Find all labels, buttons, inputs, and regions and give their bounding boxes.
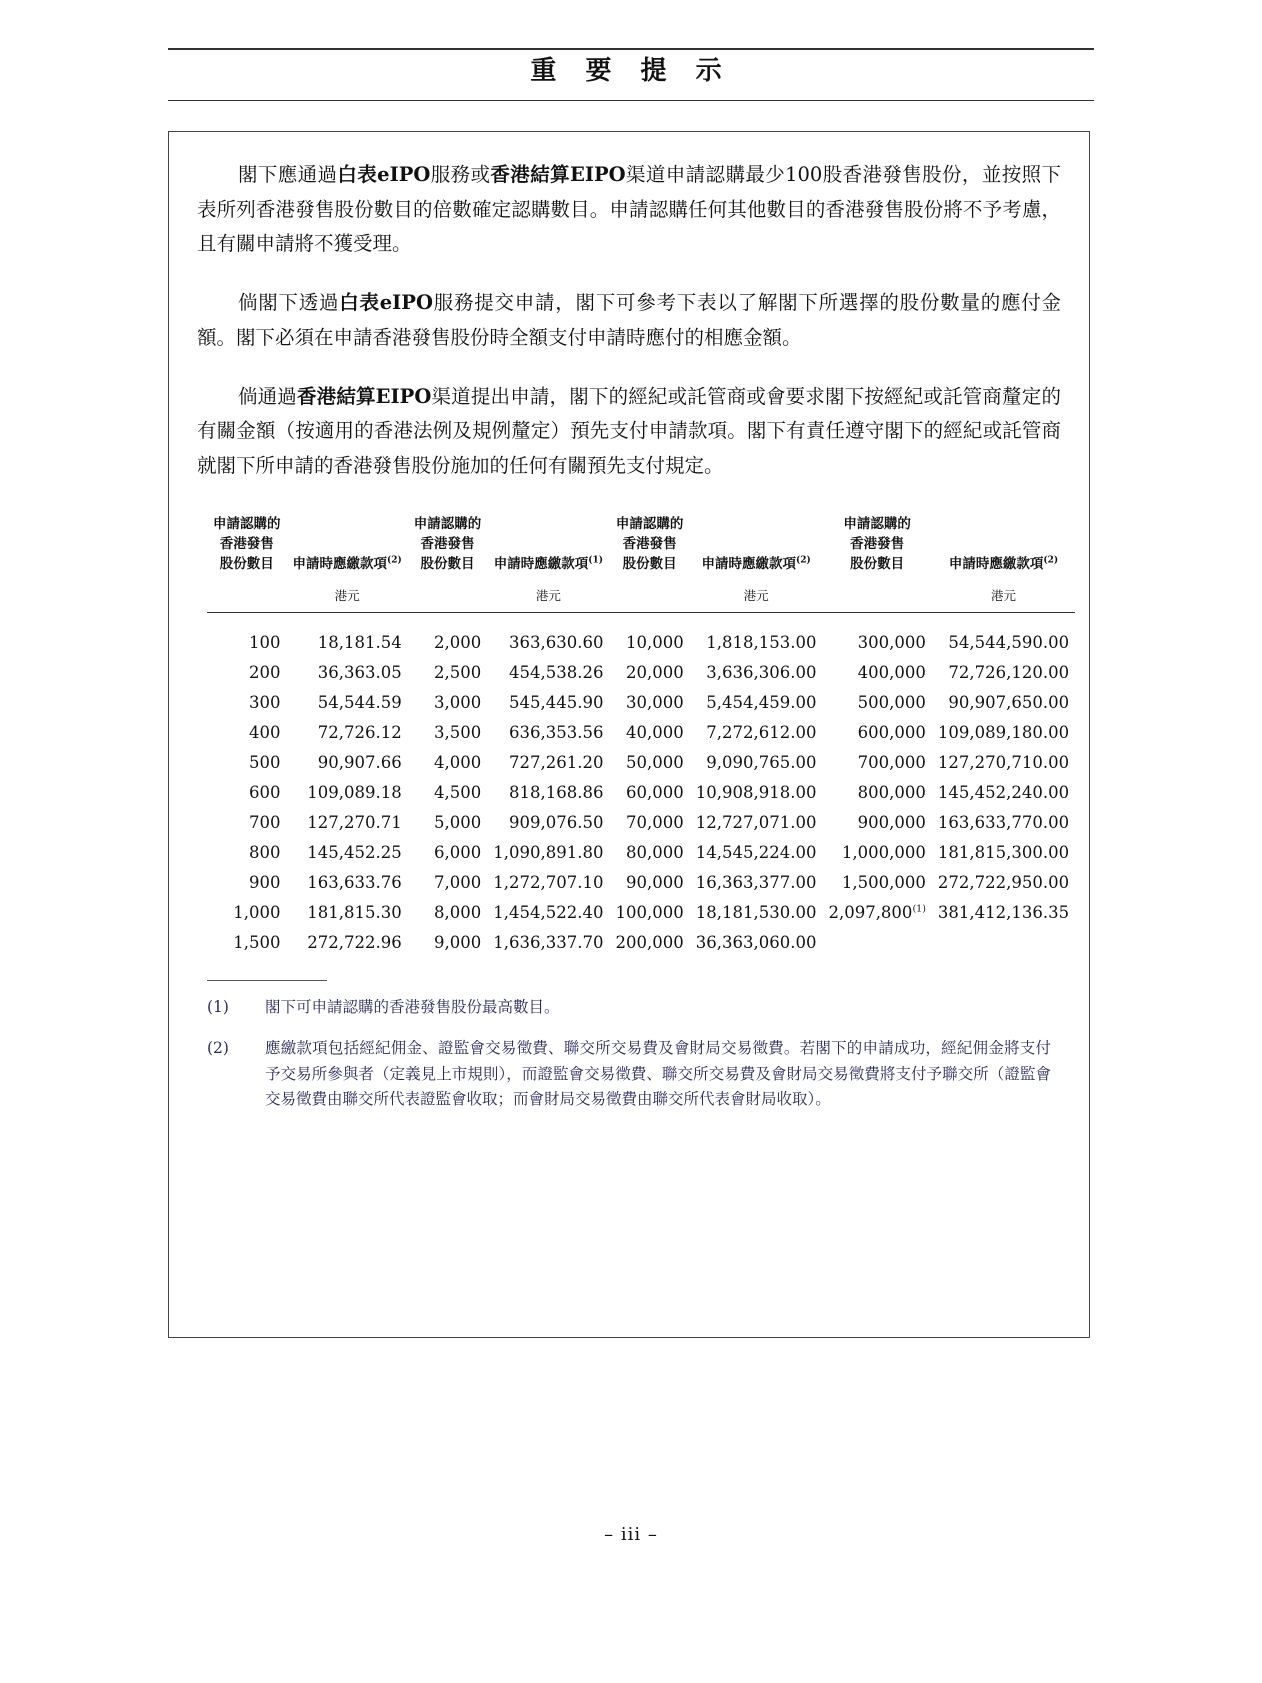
cell-amount-3: 5,454,459.00	[706, 693, 817, 713]
cell-amount-2: 1,090,891.80	[493, 843, 604, 863]
footnote-ref-2c: (2)	[1043, 555, 1059, 566]
cell-amount-4: 54,544,590.00	[948, 633, 1070, 653]
cell-amount-1: 272,722.96	[307, 933, 402, 953]
table-row	[207, 613, 1075, 658]
table-row	[207, 808, 1075, 838]
cell-amount-1: 127,270.71	[307, 813, 402, 833]
cell-amount-1: 72,726.12	[317, 723, 402, 743]
paragraph-2	[197, 286, 1061, 355]
cell-shares-1: 300	[249, 693, 281, 713]
cell-shares-2: 7,000	[434, 873, 482, 893]
text-run: 倘閣下透過	[237, 291, 340, 315]
cell-shares-2: 6,000	[434, 843, 482, 863]
table-row	[207, 658, 1075, 688]
cell-amount-2: 727,261.20	[509, 753, 604, 773]
footnote-1-text: 閣下可申請認購的香港發售股份最高數目。	[265, 997, 560, 1016]
cell-amount-2: 1,272,707.10	[493, 873, 604, 893]
cell-amount-2: 636,353.56	[509, 723, 604, 743]
cell-shares-4: 300,000	[857, 633, 926, 653]
cell-amount-3: 14,545,224.00	[695, 843, 817, 863]
cell-shares-2: 3,500	[434, 723, 482, 743]
cell-shares-1: 700	[249, 813, 281, 833]
cell-shares-1: 500	[249, 753, 281, 773]
page-number: – iii –	[604, 1524, 658, 1545]
cell-shares-3: 60,000	[626, 783, 684, 803]
footnote-ref-1b: (1)	[912, 903, 926, 915]
cell-amount-3: 1,818,153.00	[706, 633, 817, 653]
cell-amount-4: 181,815,300.00	[937, 843, 1070, 863]
header-rule-bottom	[168, 100, 1094, 101]
cell-amount-4: 272,722,950.00	[937, 873, 1070, 893]
cell-shares-2: 2,500	[434, 663, 482, 683]
emphasis-run: 香港結算EIPO	[296, 384, 432, 408]
cell-shares-2: 2,000	[434, 633, 482, 653]
cell-shares-2: 9,000	[434, 933, 482, 953]
unit-blank-4	[822, 577, 931, 612]
unit-blank-2	[408, 577, 488, 612]
footnote-2	[207, 1036, 1051, 1113]
cell-shares-3: 70,000	[626, 813, 684, 833]
table-row	[207, 928, 1075, 958]
cell-amount-4: 381,412,136.35	[937, 903, 1070, 923]
cell-shares-1: 400	[249, 723, 281, 743]
table-row	[207, 868, 1075, 898]
cell-amount-3: 3,636,306.00	[706, 663, 817, 683]
cell-shares-3: 200,000	[615, 933, 684, 953]
emphasis-run: 白表eIPO	[339, 291, 433, 315]
col-amount-1: 申請時應繳款項$^{(2)}$	[292, 555, 402, 573]
cell-amount-3: 36,363,060.00	[695, 933, 817, 953]
cell-amount-4: 72,726,120.00	[948, 663, 1070, 683]
cell-shares-3: 40,000	[626, 723, 684, 743]
cell-amount-1: 36,363.05	[317, 663, 402, 683]
cell-shares-1: 800	[249, 843, 281, 863]
cell-amount-2: 454,538.26	[509, 663, 604, 683]
cell-shares-2: 3,000	[434, 693, 482, 713]
table-row	[207, 688, 1075, 718]
cell-amount-4: 109,089,180.00	[937, 723, 1070, 743]
table-row	[207, 838, 1075, 868]
cell-shares-2: 4,000	[434, 753, 482, 773]
col-amount-4: 申請時應繳款項$^{(2)}$	[948, 555, 1059, 573]
cell-shares-4: 1,500,000	[841, 873, 926, 893]
cell-shares-4: 600,000	[857, 723, 926, 743]
footnote-1	[207, 995, 1051, 1021]
cell-amount-2: 818,168.86	[509, 783, 604, 803]
cell-shares-3: 10,000	[626, 633, 684, 653]
text-run: 渠道申請認購最少100股香港發售股份，並按照下表所列香港發售股份數目的倍數確定認購數目。申請認購任何其他數目的香港發售股份將不予考慮，且有關申請將不獲受理。	[197, 163, 1061, 256]
cell-amount-1: 18,181.54	[317, 633, 402, 653]
cell-shares-3: 50,000	[626, 753, 684, 773]
paragraph-1	[197, 158, 1061, 262]
cell-amount-2: 1,454,522.40	[493, 903, 604, 923]
table-header	[207, 514, 1075, 613]
cell-shares-2: 5,000	[434, 813, 482, 833]
unit-hkd-1: 港元	[287, 577, 408, 612]
unit-blank-3	[610, 577, 690, 612]
table-header-row	[207, 514, 1075, 578]
cell-shares-3: 30,000	[626, 693, 684, 713]
content-frame-inner	[169, 132, 1089, 1113]
table-unit-row	[207, 577, 1075, 612]
table-row	[207, 778, 1075, 808]
cell-amount-1: 163,633.76	[307, 873, 402, 893]
cell-shares-2: 4,500	[434, 783, 482, 803]
col-shares-2: 申請認購的 香港發售 股份數目	[413, 515, 482, 573]
cell-shares-4: 900,000	[857, 813, 926, 833]
text-run: 倘通過	[237, 384, 297, 408]
cell-amount-4: 127,270,710.00	[937, 753, 1070, 773]
cell-shares-1: 100	[249, 633, 281, 653]
emphasis-run: 白表eIPO	[337, 163, 431, 186]
cell-amount-1: 90,907.66	[317, 753, 402, 773]
col-shares-3: 申請認購的 香港發售 股份數目	[615, 515, 684, 573]
footnote-2-text: 應繳款項包括經紀佣金、證監會交易徵費、聯交所交易費及會財局交易徵費。若閣下的申請成功，經紀佣金將支付予交易所參與者（定義見上市規則），而證監會交易徵費、聯交所交易費及會財局交易徵費將支付予聯交所（證監會交易徵費由聯交所代表證監會收取；而會財局交易徵費由聯交所代表會財局收取）。	[265, 1039, 1051, 1109]
emphasis-run: 香港結算EIPO	[490, 163, 626, 186]
footnote-divider	[207, 980, 327, 981]
cell-amount-1: 145,452.25	[307, 843, 402, 863]
cell-shares-4: 500,000	[857, 693, 926, 713]
cell-amount-3: 7,272,612.00	[706, 723, 817, 743]
cell-shares-1: 600	[249, 783, 281, 803]
col-shares-1: 申請認購的 香港發售 股份數目	[213, 515, 281, 573]
text-run: 渠道提出申請，閣下的經紀或託管商或會要求閣下按經紀或託管商釐定的有關金額（按適用的香港法例及規例釐定）預先支付申請款項。閣下有責任遵守閣下的經紀或託管商就閣下所申請的香港發售股份施加的任何有關預先支付規定。	[197, 384, 1061, 477]
table-body	[207, 613, 1075, 958]
col-amount-3: 申請時應繳款項$^{(2)}$	[701, 555, 811, 573]
page-title: 重 要 提 示	[530, 56, 732, 86]
cell-amount-3: 10,908,918.00	[695, 783, 817, 803]
cell-amount-2: 363,630.60	[509, 633, 604, 653]
unit-hkd-4: 港元	[932, 577, 1075, 612]
cell-amount-3: 18,181,530.00	[695, 903, 817, 923]
cell-amount-4	[932, 928, 1075, 958]
unit-hkd-3: 港元	[690, 577, 823, 612]
unit-hkd-2: 港元	[487, 577, 609, 612]
table-row	[207, 898, 1075, 928]
cell-shares-4	[822, 928, 931, 958]
cell-amount-3: 16,363,377.00	[695, 873, 817, 893]
paragraph-3	[197, 380, 1061, 484]
content-frame	[168, 131, 1090, 1338]
text-run: 閣下應通過	[237, 163, 338, 186]
cell-amount-4: 163,633,770.00	[937, 813, 1070, 833]
cell-shares-3: 90,000	[626, 873, 684, 893]
cell-amount-4: 90,907,650.00	[948, 693, 1070, 713]
footnote-ref-2a: (2)	[387, 555, 402, 566]
footnote-ref-2b: (2)	[795, 555, 811, 566]
unit-blank-1	[207, 577, 287, 612]
cell-amount-2: 909,076.50	[509, 813, 604, 833]
col-shares-4: 申請認購的 香港發售 股份數目	[843, 515, 911, 573]
text-run: 服務提交申請，閣下可參考下表以了解閣下所選擇的股份數量的應付金額。閣下必須在申請香港發售股份時全額支付申請時應付的相應金額。	[197, 291, 1061, 349]
cell-shares-3: 80,000	[626, 843, 684, 863]
cell-amount-3: 9,090,765.00	[706, 753, 817, 773]
subscription-amount-table	[207, 514, 1075, 958]
col-amount-2: 申請時應繳款項$^{(1)}$	[493, 555, 604, 573]
cell-shares-1: 1,000	[233, 903, 281, 923]
cell-amount-1: 109,089.18	[307, 783, 402, 803]
cell-amount-2: 1,636,337.70	[493, 933, 604, 953]
cell-shares-1: 200	[249, 663, 281, 683]
cell-amount-4: 145,452,240.00	[937, 783, 1070, 803]
cell-shares-3: 100,000	[615, 903, 684, 923]
footnote-ref-1a: (1)	[588, 555, 604, 566]
cell-shares-4: 700,000	[857, 753, 926, 773]
footnote-2-mark: (2)	[207, 1039, 229, 1058]
cell-shares-1: 900	[249, 873, 281, 893]
cell-amount-1: 54,544.59	[317, 693, 402, 713]
cell-shares-4: 1,000,000	[841, 843, 926, 863]
cell-shares-4: 400,000	[857, 663, 926, 683]
text-run: 服務或	[430, 163, 491, 186]
footnote-1-mark: (1)	[207, 997, 229, 1016]
cell-shares-4: 800,000	[857, 783, 926, 803]
cell-amount-2: 545,445.90	[509, 693, 604, 713]
cell-shares-4: 2,097,800$^{(1)}$	[828, 903, 926, 923]
cell-amount-3: 12,727,071.00	[695, 813, 817, 833]
cell-amount-1: 181,815.30	[307, 903, 402, 923]
cell-shares-3: 20,000	[626, 663, 684, 683]
table-row	[207, 748, 1075, 778]
page-header	[168, 48, 1094, 101]
cell-shares-1: 1,500	[233, 933, 281, 953]
cell-shares-2: 8,000	[434, 903, 482, 923]
table-row	[207, 718, 1075, 748]
